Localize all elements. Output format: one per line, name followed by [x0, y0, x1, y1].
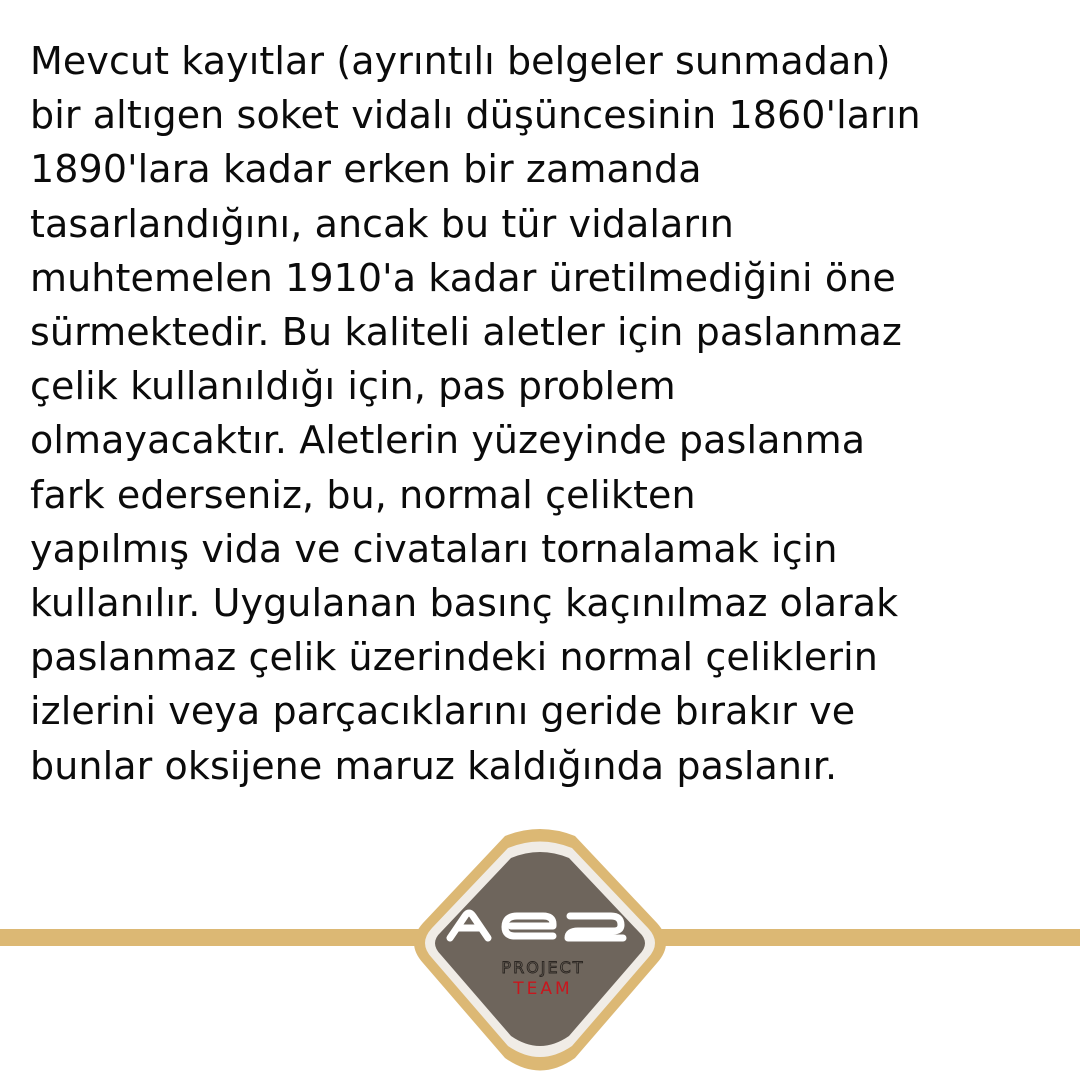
gold-divider-left: [0, 929, 430, 946]
paragraph-line: 1890'lara kadar erken bir zamanda: [30, 147, 702, 192]
paragraph-line: bir altıgen soket vidalı düşüncesinin 1860'ların: [30, 93, 921, 138]
paragraph-line: olmayacaktır. Aletlerin yüzeyinde paslanma: [30, 418, 866, 463]
logo-team-label: TEAM: [513, 979, 573, 999]
paragraph-line: yapılmış vida ve civataları tornalamak için: [30, 526, 838, 571]
paragraph-line: çelik kullanıldığı için, pas problem: [30, 364, 676, 409]
paragraph-line: Mevcut kayıtlar (ayrıntılı belgeler sunmadan): [30, 39, 891, 83]
paragraph-line: tasarlandığını, ancak bu tür vidaların: [30, 201, 734, 246]
paragraph-line: bunlar oksijene maruz kaldığında paslanır.: [30, 743, 838, 788]
body-paragraph: [30, 34, 1060, 793]
paragraph-line: muhtemelen 1910'a kadar üretilmediğini öne: [30, 255, 896, 300]
paragraph-line: kullanılır. Uygulanan basınç kaçınılmaz olarak: [30, 581, 899, 626]
paragraph-line: izlerini veya parçacıklarını geride bırakır ve: [30, 689, 856, 734]
wordmark-e-glyph: [505, 916, 553, 936]
paragraph-line: paslanmaz çelik üzerindeki normal çeliklerin: [30, 635, 878, 680]
logo-project-label: PROJECT: [501, 958, 585, 977]
ae2-logo-badge: [405, 828, 675, 1080]
gold-divider-right: [650, 929, 1080, 946]
paragraph-line: fark ederseniz, bu, normal çelikten: [30, 472, 696, 517]
paragraph-line: sürmektedir. Bu kaliteli aletler için paslanmaz: [30, 310, 902, 355]
